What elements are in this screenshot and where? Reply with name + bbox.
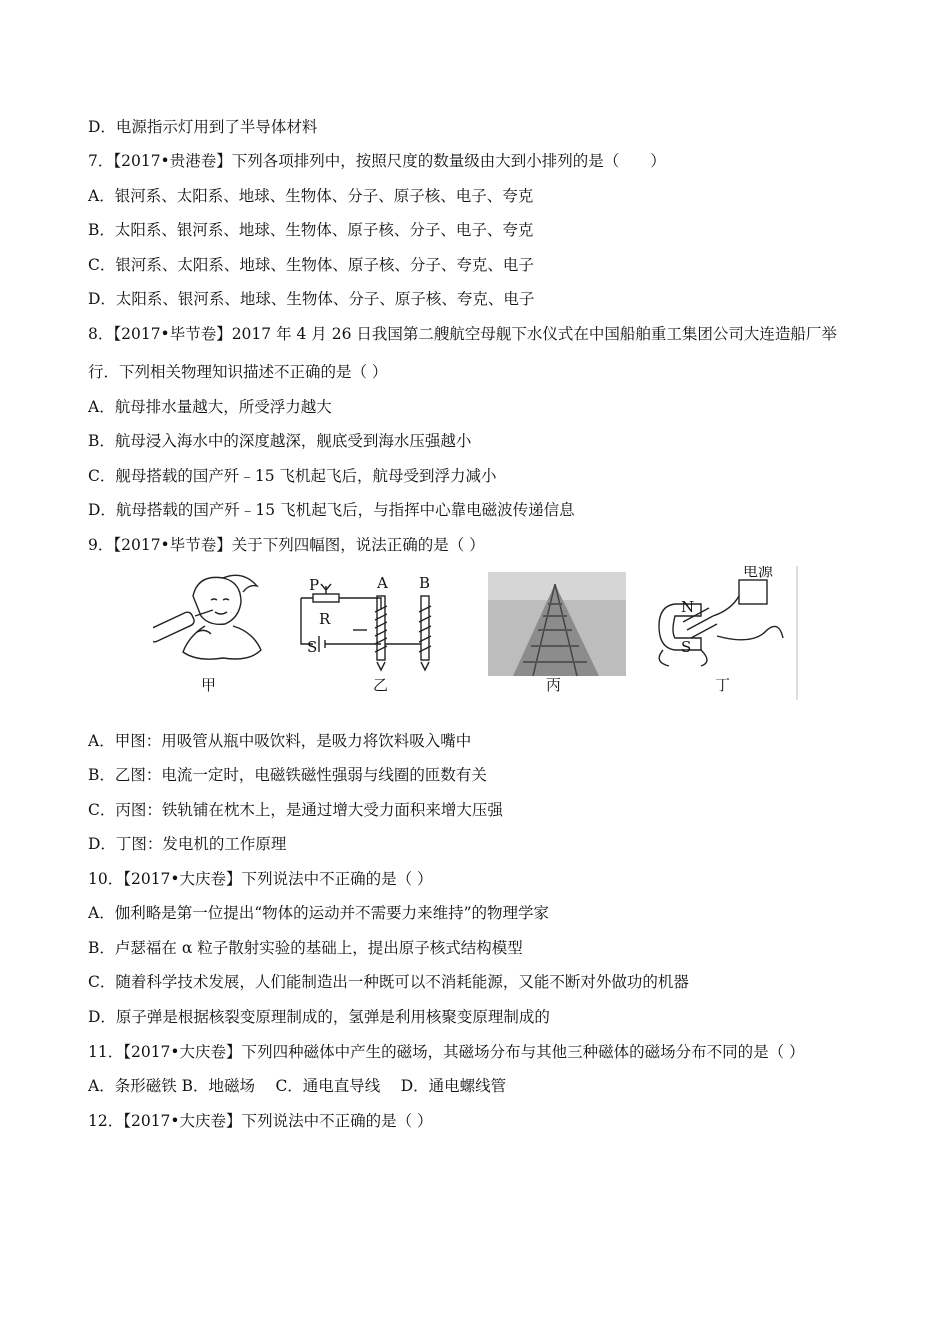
question-11-options: A．条形磁铁 B．地磁场 C．通电直导线 D．通电螺线管 [88,1077,507,1095]
question-7-stem: 7．【2017•贵港卷】下列各项排列中，按照尺度的数量级由大到小排列的是（ ） [88,152,666,170]
question-6-option-d: D．电源指示灯用到了半导体材料 [88,118,318,136]
caption-jia: 甲 [201,676,217,694]
question-11-stem: 11．【2017•大庆卷】下列四种磁体中产生的磁场，其磁场分布与其他三种磁体的磁场分布不同的是（ ） [88,1043,805,1061]
question-8-option-c: C．舰母搭载的国产歼﹣15 飞机起飞后，航母受到浮力减小 [88,467,497,485]
question-8-stem-continued: 行．下列相关物理知识描述不正确的是（ ） [88,363,388,381]
question-9-option-c: C．丙图：铁轨铺在枕木上，是通过增大受力面积来增大压强 [88,801,503,819]
label-n: N [681,598,695,616]
caption-bing: 丙 [546,676,562,694]
question-8-stem: 8．【2017•毕节卷】2017 年 4 月 26 日我国第二艘航空母舰下水仪式在中国船舶重工集团公司大连造船厂举 [88,325,837,343]
question-8-option-d: D．航母搭载的国产歼﹣15 飞机起飞后，与指挥中心靠电磁波传递信息 [88,501,575,519]
label-p: P [309,576,320,594]
question-12-stem: 12．【2017•大庆卷】下列说法中不正确的是（ ） [88,1112,433,1130]
label-s2: S [681,638,692,656]
caption-ding: 丁 [715,676,731,694]
question-9-option-a: A．甲图：用吸管从瓶中吸饮料，是吸力将饮料吸入嘴中 [88,732,472,750]
question-10-option-b: B．卢瑟福在 α 粒子散射实验的基础上，提出原子核式结构模型 [88,939,523,957]
question-10-stem: 10．【2017•大庆卷】下列说法中不正确的是（ ） [88,870,433,888]
question-7-option-d: D．太阳系、银河系、地球、生物体、分子、原子核、夸克、电子 [88,290,535,308]
label-a: A [377,574,388,592]
question-9-figure [153,566,799,700]
question-8-option-a: A．航母排水量越大，所受浮力越大 [88,398,332,416]
question-10-option-a: A．伽利略是第一位提出“物体的运动并不需要力来维持”的物理学家 [88,904,550,922]
question-7-option-b: B．太阳系、银河系、地球、生物体、原子核、分子、电子、夸克 [88,221,534,239]
label-r: R [319,610,331,628]
question-10-option-c: C．随着科学技术发展，人们能制造出一种既可以不消耗能源，又能不断对外做功的机器 [88,973,689,991]
panel-bing-railway-photo [488,572,626,676]
question-10-option-d: D．原子弹是根据核裂变原理制成的，氢弹是利用核聚变原理制成的 [88,1008,550,1026]
question-7-option-c: C．银河系、太阳系、地球、生物体、原子核、分子、夸克、电子 [88,256,534,274]
caption-yi: 乙 [373,676,389,694]
question-9-option-b: B．乙图：电流一定时，电磁铁磁性强弱与线圈的匝数有关 [88,766,487,784]
question-9-option-d: D．丁图：发电机的工作原理 [88,835,287,853]
label-s: S [307,638,318,656]
label-b: B [419,574,431,592]
label-power-supply: 电源 [743,566,774,580]
question-9-stem: 9．【2017•毕节卷】关于下列四幅图，说法正确的是（ ） [88,536,485,554]
panel-ding-generator [659,580,783,666]
question-8-option-b: B．航母浸入海水中的深度越深，舰底受到海水压强越小 [88,432,472,450]
panel-jia-girl-drinking [153,575,261,659]
question-7-option-a: A．银河系、太阳系、地球、生物体、分子、原子核、电子、夸克 [88,187,534,205]
